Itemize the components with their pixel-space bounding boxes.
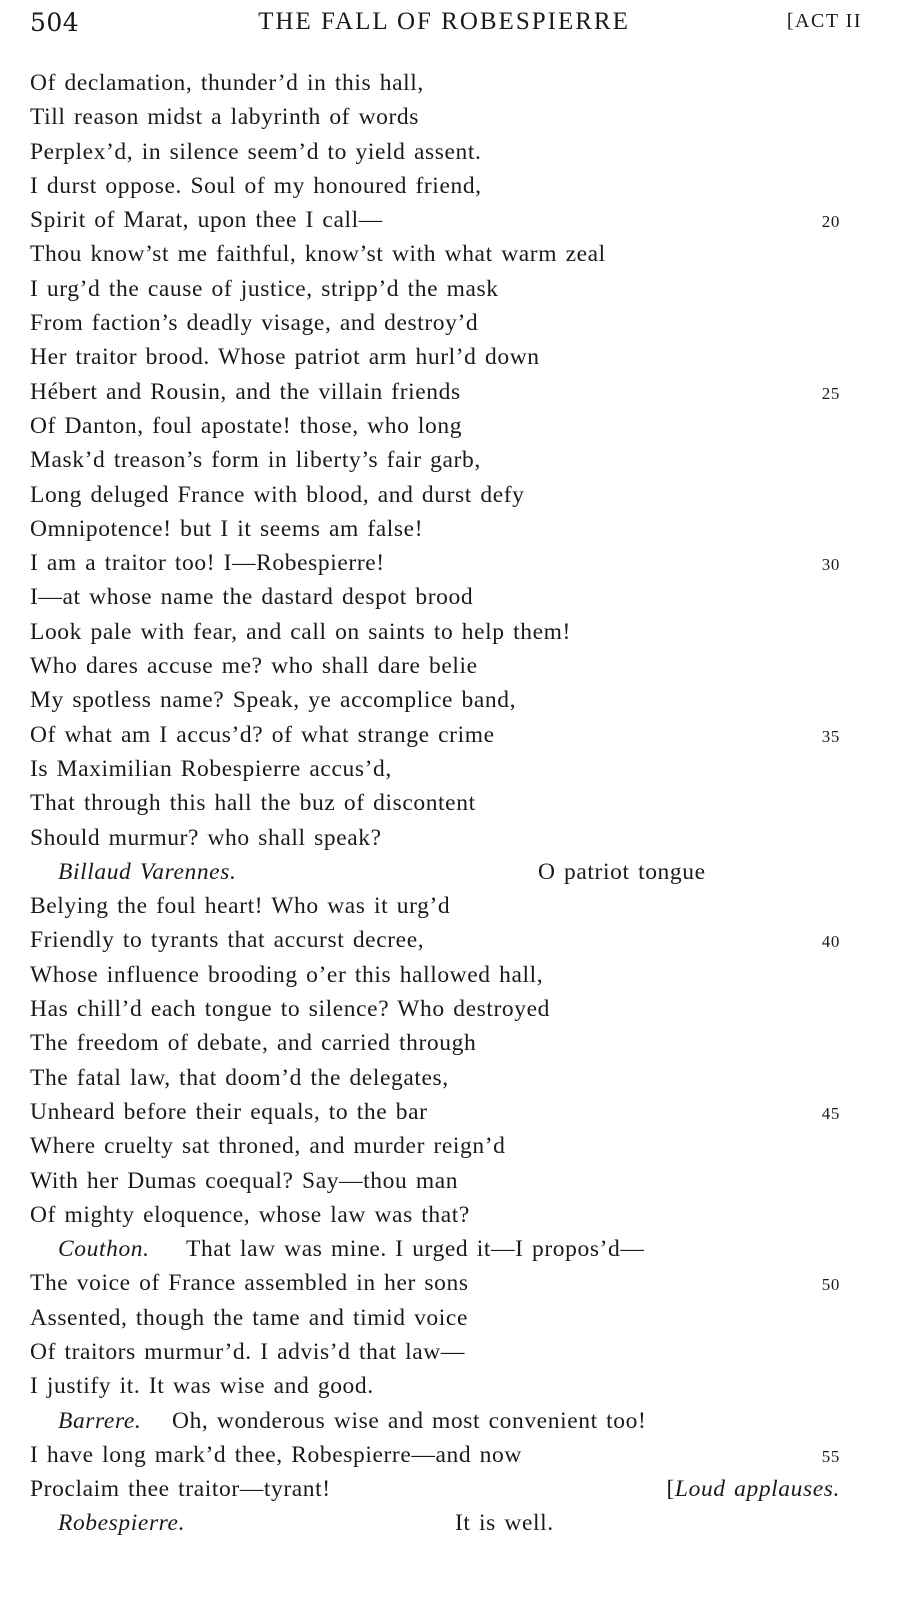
verse-line [0, 66, 898, 100]
verse-line [0, 580, 898, 614]
verse-line-text: Thou know’st me faithful, know’st with what warm zeal [30, 241, 606, 268]
verse-line-text: I have long mark’d thee, Robespierre—and now [30, 1441, 522, 1468]
verse-line [0, 135, 898, 169]
verse-line [0, 889, 898, 923]
verse-line-text: Of what am I accus’d? of what strange crime [30, 721, 495, 748]
verse-line [0, 718, 898, 752]
verse-line-text: Look pale with fear, and call on saints to help them! [30, 618, 571, 645]
verse-line [0, 272, 898, 306]
verse-line-text: I urg’d the cause of justice, stripp’d the mask [30, 275, 499, 302]
verse-line-text: Is Maximilian Robespierre accus’d, [30, 755, 392, 782]
verse-line [0, 237, 898, 271]
verse-line-text: I—at whose name the dastard despot brood [30, 584, 474, 611]
verse-line [0, 478, 898, 512]
verse-line-text: Unheard before their equals, to the bar [30, 1098, 428, 1125]
verse-line-text: I durst oppose. Soul of my honoured friend, [30, 172, 482, 199]
verse-line [0, 1061, 898, 1095]
verse-line-text: The voice of France assembled in her sons [30, 1270, 469, 1297]
verse-body [0, 66, 898, 1541]
verse-line-text: Of Danton, foul apostate! those, who long [30, 412, 463, 439]
line-number: 25 [821, 383, 840, 403]
speaker-name: Couthon. [58, 1236, 150, 1263]
verse-line-text: Spirit of Marat, upon thee I call— [30, 207, 383, 234]
verse-line-text: Should murmur? who shall speak? [30, 824, 382, 851]
verse-line-text: I am a traitor too! I—Robespierre! [30, 550, 385, 577]
verse-line [0, 306, 898, 340]
page-number: 504 [30, 8, 80, 37]
line-number: 35 [821, 726, 840, 746]
speech-text: It is well. [455, 1510, 554, 1537]
speech-barrere [0, 1404, 898, 1438]
line-number: 55 [821, 1446, 840, 1466]
speech-text: Oh, wonderous wise and most convenient too! [172, 1407, 647, 1434]
verse-line-text: Proclaim thee traitor—tyrant! [30, 1476, 331, 1503]
verse-line [0, 340, 898, 374]
verse-line-text: I justify it. It was wise and good. [30, 1373, 374, 1400]
verse-line-text: Long deluged France with blood, and durst defy [30, 481, 525, 508]
verse-line-text: Friendly to tyrants that accurst decree, [30, 927, 425, 954]
verse-line-text: Her traitor brood. Whose patriot arm hurl’d down [30, 344, 540, 371]
verse-line [0, 1301, 898, 1335]
act-marker: [ACT II [786, 10, 862, 32]
verse-line-text: The freedom of debate, and carried through [30, 1030, 477, 1057]
speaker-name: Barrere. [58, 1407, 142, 1434]
verse-line [0, 169, 898, 203]
verse-line-text: Hébert and Rousin, and the villain friends [30, 378, 461, 405]
verse-line [0, 1164, 898, 1198]
speech-couthon [0, 1232, 898, 1266]
line-number: 45 [821, 1103, 840, 1123]
verse-line [0, 615, 898, 649]
verse-line-text: Whose influence brooding o’er this hallowed hall, [30, 961, 544, 988]
verse-line-text: Who dares accuse me? who shall dare belie [30, 653, 478, 680]
verse-line [0, 1335, 898, 1369]
verse-line-text: Omnipotence! but I it seems am false! [30, 515, 424, 542]
verse-line [0, 752, 898, 786]
verse-line [0, 1129, 898, 1163]
speech-text: O patriot tongue [538, 858, 706, 885]
verse-line-text: That through this hall the buz of discontent [30, 790, 476, 817]
running-title: THE FALL OF ROBESPIERRE [258, 8, 630, 35]
verse-line-text: Has chill’d each tongue to silence? Who destroyed [30, 996, 550, 1023]
line-number: 20 [821, 212, 840, 232]
speaker-name: Robespierre. [58, 1510, 186, 1537]
verse-line [0, 1369, 898, 1403]
verse-line [0, 923, 898, 957]
verse-line [0, 375, 898, 409]
verse-line [0, 1026, 898, 1060]
verse-line [0, 203, 898, 237]
verse-line-text: Where cruelty sat throned, and murder reign’d [30, 1133, 506, 1160]
speech-robespierre [0, 1506, 898, 1540]
verse-line-text: The fatal law, that doom’d the delegates, [30, 1064, 449, 1091]
verse-line-text: Of traitors murmur’d. I advis’d that law— [30, 1338, 465, 1365]
verse-line-text: Mask’d treason’s form in liberty’s fair garb, [30, 447, 481, 474]
verse-line [0, 546, 898, 580]
verse-line-text: From faction’s deadly visage, and destroy’d [30, 310, 479, 337]
verse-line [0, 1472, 898, 1506]
verse-line [0, 649, 898, 683]
verse-line [0, 409, 898, 443]
stage-direction: [Loud applauses. [666, 1476, 840, 1503]
verse-line [0, 1095, 898, 1129]
verse-line [0, 992, 898, 1026]
verse-line-text: Of mighty eloquence, whose law was that? [30, 1201, 470, 1228]
verse-line [0, 958, 898, 992]
verse-line-text: Belying the foul heart! Who was it urg’d [30, 893, 451, 920]
line-number: 40 [821, 932, 840, 952]
verse-line-text: Till reason midst a labyrinth of words [30, 104, 420, 131]
speech-text: That law was mine. I urged it—I propos’d— [186, 1236, 645, 1263]
verse-line [0, 1438, 898, 1472]
verse-line-text: Of declamation, thunder’d in this hall, [30, 70, 424, 96]
speaker-name: Billaud Varennes. [58, 858, 237, 885]
verse-line [0, 821, 898, 855]
verse-line-text: My spotless name? Speak, ye accomplice band, [30, 687, 517, 714]
line-number: 30 [821, 555, 840, 575]
page-header [0, 8, 898, 44]
verse-line-text: With her Dumas coequal? Say—thou man [30, 1167, 459, 1194]
verse-line [0, 786, 898, 820]
verse-line [0, 1266, 898, 1300]
speech-billaud-varennes [0, 855, 898, 889]
verse-line [0, 512, 898, 546]
verse-line-text: Perplex’d, in silence seem’d to yield assent. [30, 138, 482, 165]
verse-line [0, 1198, 898, 1232]
verse-line [0, 443, 898, 477]
verse-line [0, 100, 898, 134]
line-number: 50 [821, 1275, 840, 1295]
verse-line-text: Assented, though the tame and timid voice [30, 1304, 468, 1331]
verse-line [0, 683, 898, 717]
